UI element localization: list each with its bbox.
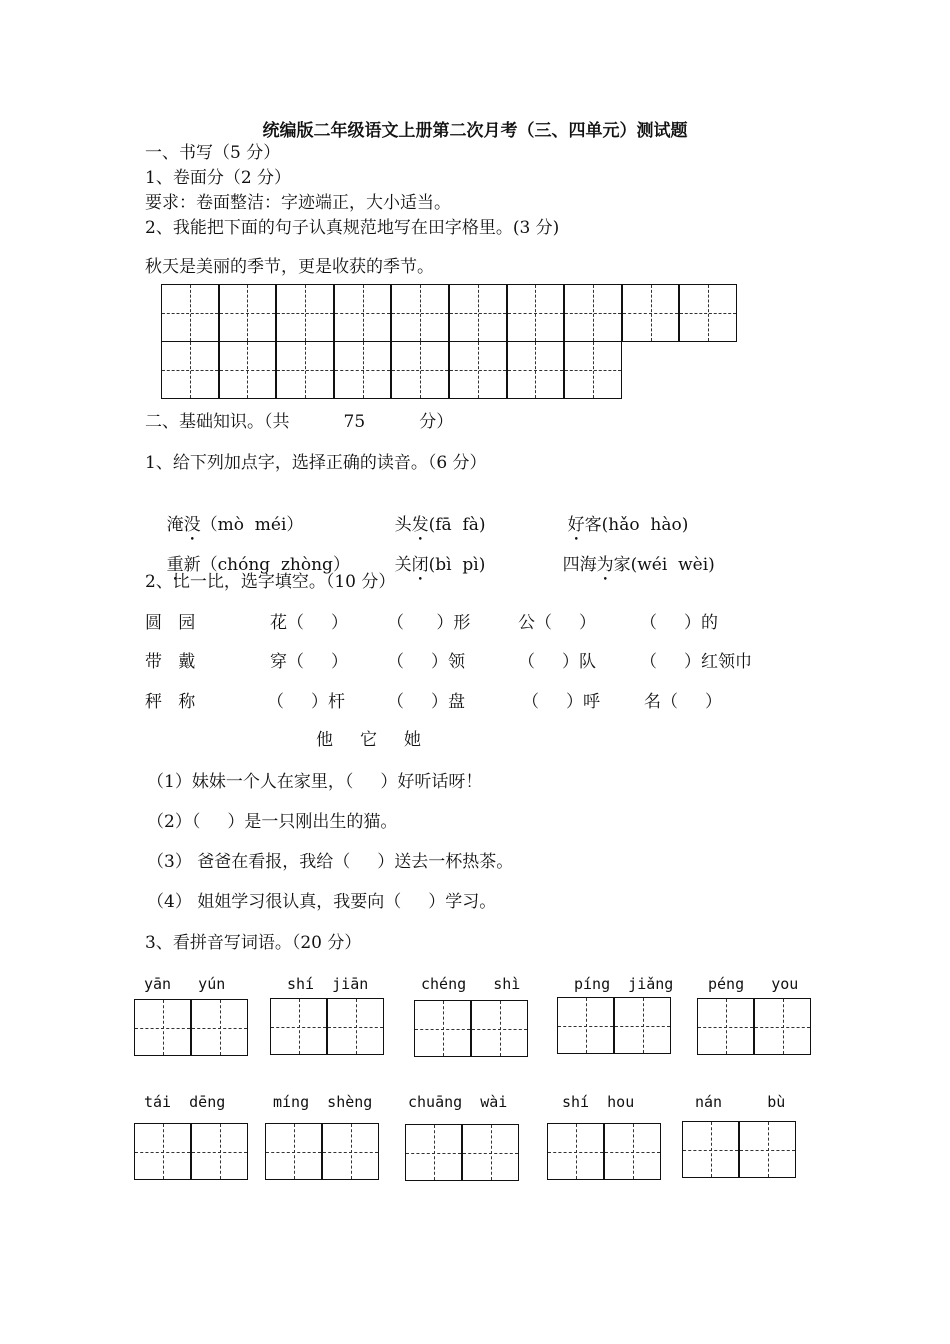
grid-cell bbox=[219, 284, 277, 342]
pinyin-label: shí jiān bbox=[287, 975, 369, 993]
compare-chars: 带 戴 bbox=[145, 652, 196, 672]
pinyin-label: yān yún bbox=[144, 975, 226, 993]
grid-cell bbox=[276, 284, 334, 342]
answer-boxes bbox=[270, 998, 384, 1055]
answer-boxes bbox=[414, 1000, 528, 1057]
reading-item: 关闭(bì pì) bbox=[394, 555, 486, 575]
pinyin-label: chuāng wài bbox=[408, 1093, 508, 1111]
compare-item: （ ）队 bbox=[518, 652, 597, 672]
grid-cell bbox=[391, 341, 449, 399]
answer-boxes bbox=[405, 1124, 519, 1181]
pronoun-options: 他 它 她 bbox=[316, 730, 422, 750]
fill-sentence-1: （1）妹妹一个人在家里，（ ）好听话呀！ bbox=[147, 772, 483, 792]
compare-item: 花（ ） bbox=[270, 613, 349, 633]
compare-item: （ ）杆 bbox=[267, 692, 346, 712]
answer-boxes bbox=[557, 997, 671, 1054]
fill-sentence-2: （2）（ ）是一只刚出生的猫。 bbox=[147, 812, 398, 832]
compare-item: （ ）的 bbox=[640, 613, 719, 633]
section2-heading: 二、基础知识。（共 75 分） bbox=[145, 412, 454, 432]
grid-cell bbox=[507, 284, 565, 342]
grid-cell bbox=[507, 341, 565, 399]
pinyin-label: nán bù bbox=[695, 1093, 786, 1111]
answer-boxes bbox=[265, 1123, 379, 1180]
compare-item: （ ）红领巾 bbox=[640, 652, 753, 672]
grid-cell bbox=[449, 284, 507, 342]
grid-cell bbox=[276, 341, 334, 399]
dotted-char: 没 bbox=[183, 515, 201, 535]
pinyin-label: chéng shì bbox=[421, 975, 521, 993]
dotted-char: 发 bbox=[411, 515, 429, 535]
compare-item: 公（ ） bbox=[518, 613, 597, 633]
answer-boxes bbox=[134, 999, 248, 1056]
compare-item: 名（ ） bbox=[644, 692, 723, 712]
compare-chars: 圆 园 bbox=[145, 613, 196, 633]
pinyin-label: tái dēng bbox=[144, 1093, 226, 1111]
grid-cell bbox=[161, 284, 219, 342]
pinyin-label: píng jiǎng bbox=[574, 975, 674, 993]
answer-boxes bbox=[134, 1123, 248, 1180]
answer-boxes bbox=[547, 1123, 661, 1180]
section2-q1: 1、给下列加点字，选择正确的读音。（6 分） bbox=[145, 453, 487, 473]
grid-cell bbox=[334, 341, 392, 399]
reading-item: 重新（chóng zhòng） bbox=[166, 555, 350, 575]
page-title: 统编版二年级语文上册第二次月考（三、四单元）测试题 bbox=[262, 121, 688, 141]
compare-item: （ ）呼 bbox=[522, 692, 601, 712]
section1-heading: 一、书写（5 分） bbox=[145, 143, 281, 163]
dotted-char: 重 bbox=[166, 555, 184, 575]
dotted-char: 闭 bbox=[411, 555, 429, 575]
section2-q3: 3、看拼音写词语。（20 分） bbox=[145, 933, 362, 953]
fill-sentence-4: （4） 姐姐学习很认真，我要向（ ）学习。 bbox=[147, 892, 497, 912]
section1-q1-requirement: 要求：卷面整洁：字迹端正，大小适当。 bbox=[145, 193, 451, 213]
reading-item: 好客(hǎo hào) bbox=[567, 515, 689, 535]
dotted-char: 为 bbox=[596, 555, 614, 575]
section1-q1: 1、卷面分（2 分） bbox=[145, 168, 292, 188]
fill-sentence-3: （3） 爸爸在看报，我给（ ）送去一杯热茶。 bbox=[147, 852, 514, 872]
answer-boxes bbox=[682, 1121, 796, 1178]
compare-chars: 秤 称 bbox=[145, 692, 196, 712]
dotted-char: 好 bbox=[567, 515, 585, 535]
compare-item: （ ）盘 bbox=[387, 692, 466, 712]
grid-cell bbox=[679, 284, 737, 342]
grid-cell bbox=[334, 284, 392, 342]
grid-cell bbox=[622, 284, 680, 342]
compare-item: （ ）形 bbox=[387, 613, 471, 633]
grid-cell bbox=[449, 341, 507, 399]
reading-item: 头发(fā fà) bbox=[394, 515, 486, 535]
compare-item: 穿（ ） bbox=[270, 652, 349, 672]
grid-cell bbox=[161, 341, 219, 399]
reading-item: 淹没（mò méi） bbox=[166, 515, 304, 535]
grid-cell bbox=[564, 284, 622, 342]
compare-item: （ ）领 bbox=[387, 652, 466, 672]
section1-q2: 2、我能把下面的句子认真规范地写在田字格里。(3 分) bbox=[145, 218, 560, 238]
grid-cell bbox=[391, 284, 449, 342]
pinyin-label: shí hou bbox=[562, 1093, 635, 1111]
section2-q2: 2、比一比，选字填空。（10 分） bbox=[145, 572, 396, 592]
copy-sentence: 秋天是美丽的季节，更是收获的季节。 bbox=[145, 257, 434, 277]
grid-cell bbox=[219, 341, 277, 399]
grid-cell bbox=[564, 341, 622, 399]
pinyin-label: míng shèng bbox=[273, 1093, 373, 1111]
reading-item: 四海为家(wéi wèi) bbox=[562, 555, 715, 575]
pinyin-label: péng you bbox=[708, 975, 799, 993]
answer-boxes bbox=[697, 998, 811, 1055]
